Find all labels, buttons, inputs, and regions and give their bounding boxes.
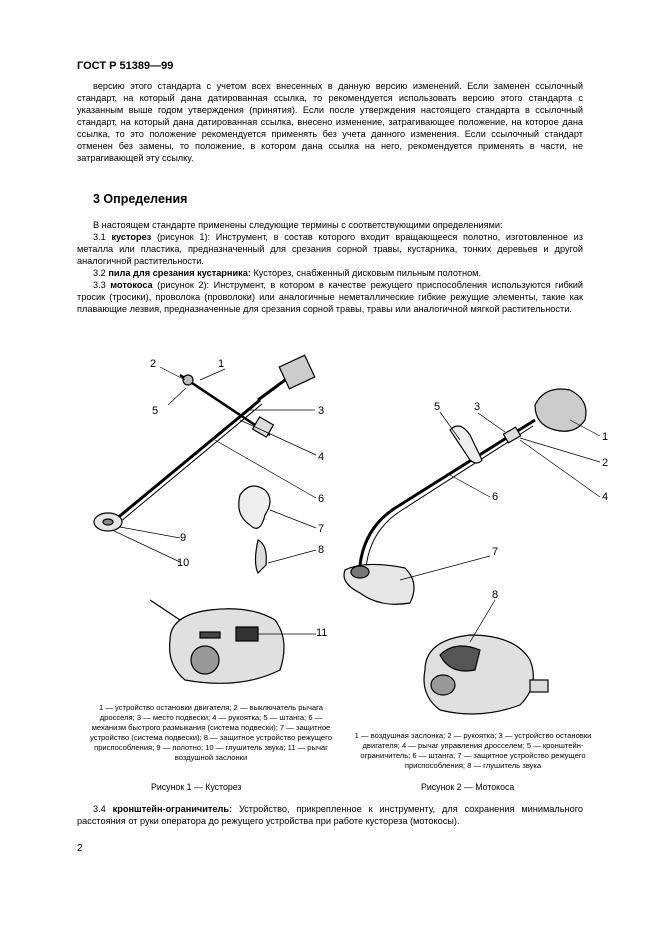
- document-header: ГОСТ Р 51389—99: [77, 60, 174, 72]
- fig2-label-5: 5: [434, 401, 441, 413]
- fig2-label-8: 8: [492, 589, 499, 601]
- fig1-label-11: 11: [316, 627, 328, 639]
- figure-1-legend: 1 — устройство остановки двигателя; 2 — выключатель рычага дросселя; 3 — место подвески; 4 — рукоятка; 5 — штанга; 6 — механизм быстрого размыкания (система подвески); 7 — защитное устройство (система подвески); 8 — защитное устройство режущего приспособления; 9 — полотно; 10 — глушитель звука; 11 — рычаг воздушной заслонки: [90, 703, 332, 762]
- fig2-label-1: 1: [602, 431, 609, 443]
- figure-2-trimmer-drawing: [344, 389, 600, 714]
- fig1-label-6: 6: [318, 493, 325, 505]
- figure-1-title: Рисунок 1 — Кусторез: [151, 782, 242, 792]
- fig1-label-10: 10: [177, 557, 190, 569]
- definition-3-2: 3.2 пила для срезания кустарника: Кусторез, снабженный дисковым пильным полотном.: [93, 268, 482, 278]
- fig1-label-9: 9: [180, 532, 187, 544]
- definition-3-3: 3.3 мотокоса (рисунок 2): Инструмент, в котором в качестве режущего приспособления используются гибкий тросик (тросики), проволока (проволоки) или аналогичные неметаллические гибкие режущие элементы, такие как плавающие лезвия, предназначенные для срезания сорной травы, травы или аналогичной мягкой растительности.: [77, 280, 583, 314]
- fig1-label-2: 2: [150, 358, 157, 370]
- definition-3-1: 3.1 кусторез (рисунок 1): Инструмент, в состав которого входит вращающееся полотно, изготовленное из металла или пластика, предназначенный для срезания сорной травы, кустарника, тонких деревьев и другой аналогичной растительности.: [77, 232, 584, 266]
- section-title: 3 Определения: [93, 192, 188, 206]
- fig2-label-3: 3: [474, 401, 481, 413]
- fig1-label-8: 8: [318, 544, 325, 556]
- fig1-label-1: 1: [218, 358, 225, 370]
- figure-2-legend: 1 — воздушная заслонка; 2 — рукоятка; 3 — устройство остановки двигателя; 4 — рычаг управления дросселем; 5 — кронштейн-ограничитель; 6 — штанга; 7 — защитное устройство режущего приспособления; 8 — глушитель звука: [354, 731, 592, 770]
- page-number: 2: [77, 843, 83, 854]
- fig1-label-4: 4: [318, 451, 325, 463]
- fig2-label-4: 4: [602, 491, 609, 503]
- definition-3-4: 3.4 кронштейн-ограничитель: Устройство, прикрепленное к инструменту, для сохранения минимального расстояния от руки оператора до режущего устройства при работе кустореза (мотокосы).: [77, 804, 584, 826]
- figure-1-brushcutter-drawing: [94, 355, 316, 683]
- intro-paragraph: версию этого стандарта с учетом всех внесенных в данную версию изменений. Если заменен ссылочный стандарт, на который дана датированная ссылка, то рекомендуется использовать версию этого стандарта с указанным выше годом утверждения (принятия). Если после утверждения настоящего стандарта в ссылочный стандарт, на который дана датированная ссылка, внесено изменение, затрагивающее положение, на которое дана ссылка, то это положение рекомендуется применять без учета данного изменения. Если ссылочный стандарт отменен без замены, то положение, в котором дана ссылка на него, рекомендуется применять в части, не затрагивающей эту ссылку.: [77, 81, 583, 163]
- fig2-label-6: 6: [492, 491, 499, 503]
- definitions-lead: В настоящем стандарте применены следующие термины с соответствующими определениями:: [93, 220, 503, 230]
- fig2-label-7: 7: [492, 546, 499, 558]
- fig1-label-7: 7: [318, 523, 325, 535]
- fig1-label-5: 5: [152, 405, 159, 417]
- fig1-label-3: 3: [318, 405, 325, 417]
- fig2-label-2: 2: [602, 457, 609, 469]
- figure-2-title: Рисунок 2 — Мотокоса: [421, 782, 515, 792]
